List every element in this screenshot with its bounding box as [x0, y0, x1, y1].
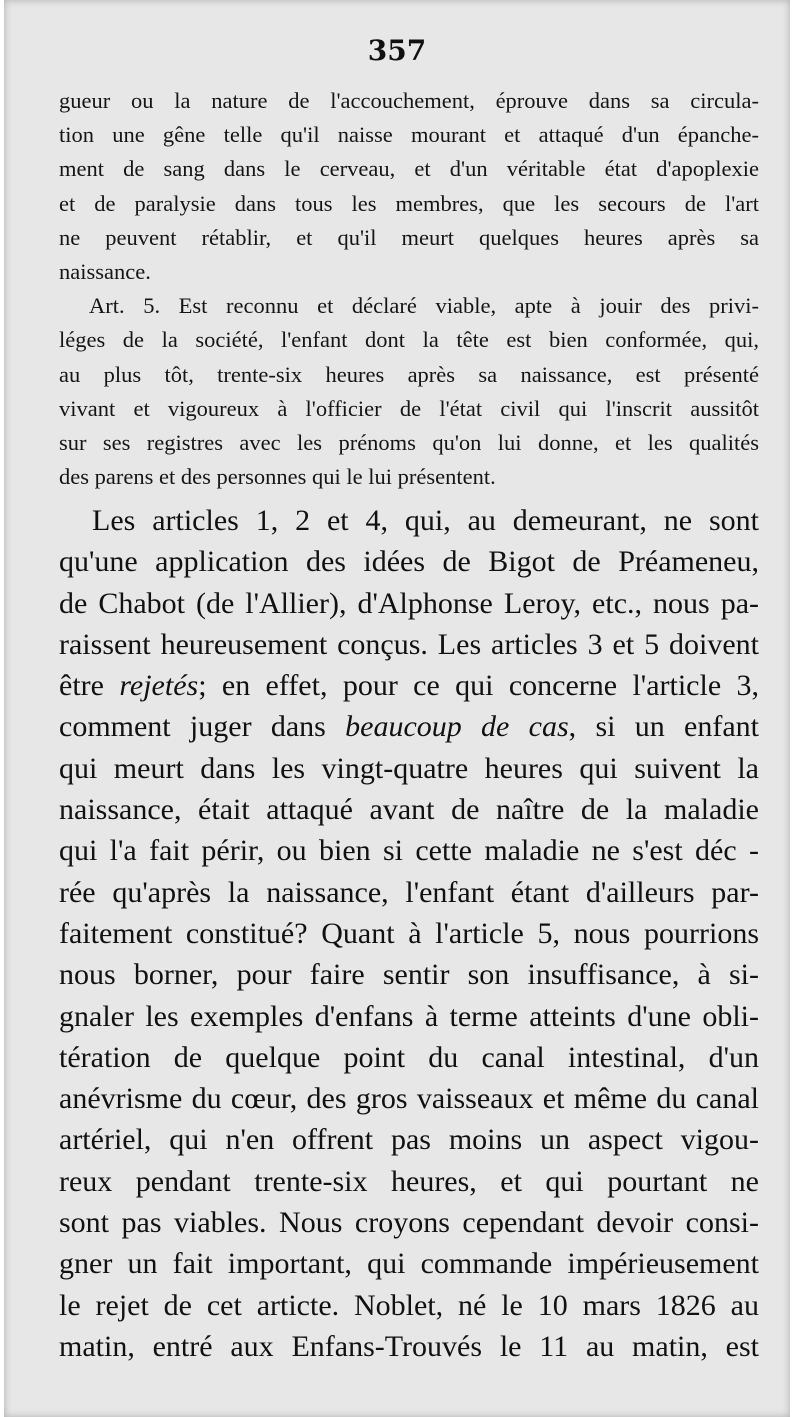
text-line: naissance. [59, 259, 151, 285]
text-line: gueur ou la nature de l'accouchement, éprouve dans sa circula- [59, 88, 759, 113]
text-segment: ; en effet, pour ce qui concerne l'article 3, [198, 669, 759, 703]
text-line: reux pendant trente-six heures, et qui pourtant ne [59, 1164, 759, 1198]
text-line: sur ses registres avec les prénoms qu'on lui donne, et les qualités [59, 430, 759, 456]
text-line: rée qu'après la naissance, l'enfant étant d'ailleurs par- [59, 875, 759, 909]
large-text-block [59, 500, 759, 1367]
text-line: ment de sang dans le cerveau, et d'un véritable état d'apoplexie [59, 156, 759, 182]
text-line: tération de quelque point du canal intestinal, d'un [59, 1040, 759, 1074]
text-line: qui meurt dans les vingt-quatre heures qui suivent la [59, 751, 759, 785]
small-text-block [59, 84, 759, 494]
text-line: raissent heureusement conçus. Les articles 3 et 5 doivent [59, 627, 759, 661]
text-line: Les articles 1, 2 et 4, qui, au demeurant, ne sont [92, 504, 759, 537]
text-segment: être [59, 669, 120, 703]
text-segment: comment juger dans [59, 710, 346, 744]
text-line: sont pas viables. Nous croyons cependant devoir consi- [59, 1206, 759, 1240]
text-line: qu'une application des idées de Bigot de Préameneu, [59, 545, 759, 579]
text-line: le rejet de cet articte. Noblet, né le 10 mars 1826 au [59, 1288, 759, 1322]
text-line: gnaler les exemples d'enfans à terme atteints d'une obli- [59, 999, 759, 1033]
text-line: matin, entré aux Enfans-Trouvés le 11 au matin, est [59, 1329, 759, 1363]
text-line: vivant et vigoureux à l'officier de l'état civil qui l'inscrit aussitôt [59, 395, 759, 421]
text-line: des parens et des personnes qui le lui présentent. [59, 464, 496, 490]
article-5-line: Art. 5. Est reconnu et déclaré viable, apte à jouir des privi- [89, 293, 759, 319]
text-segment: , si un enfant [568, 710, 759, 744]
book-page [4, 0, 790, 1417]
italic-segment: rejetés [119, 669, 199, 703]
text-line: gner un fait important, qui commande impérieusement [59, 1247, 759, 1281]
text-line: léges de la société, l'enfant dont la tête est bien conformée, qui, [59, 327, 759, 353]
text-line: anévrisme du cœur, des gros vaisseaux et même du canal [59, 1082, 759, 1116]
text-line: et de paralysie dans tous les membres, que les secours de l'art [59, 190, 759, 216]
text-line: nous borner, pour faire sentir son insuffisance, à si- [59, 958, 759, 992]
text-line: de Chabot (de l'Allier), d'Alphonse Leroy, etc., nous pa- [59, 586, 759, 620]
text-line: au plus tôt, trente-six heures après sa naissance, est présenté [59, 361, 759, 387]
text-line [59, 665, 759, 706]
italic-segment: beaucoup de cas [345, 710, 569, 744]
page-number: 357 [367, 34, 427, 67]
text-line: artériel, qui n'en offrent pas moins un aspect vigou- [59, 1123, 759, 1157]
text-line: faitement constitué? Quant à l'article 5, nous pourrions [59, 916, 759, 950]
text-line: qui l'a fait périr, ou bien si cette maladie ne s'est déc - [59, 834, 759, 868]
text-line [59, 706, 759, 747]
text-line: tion une gêne telle qu'il naisse mourant et attaqué d'un épanche- [59, 122, 759, 148]
text-line: naissance, était attaqué avant de naître de la maladie [59, 793, 759, 827]
text-line: ne peuvent rétablir, et qu'il meurt quelques heures après sa [59, 224, 759, 250]
